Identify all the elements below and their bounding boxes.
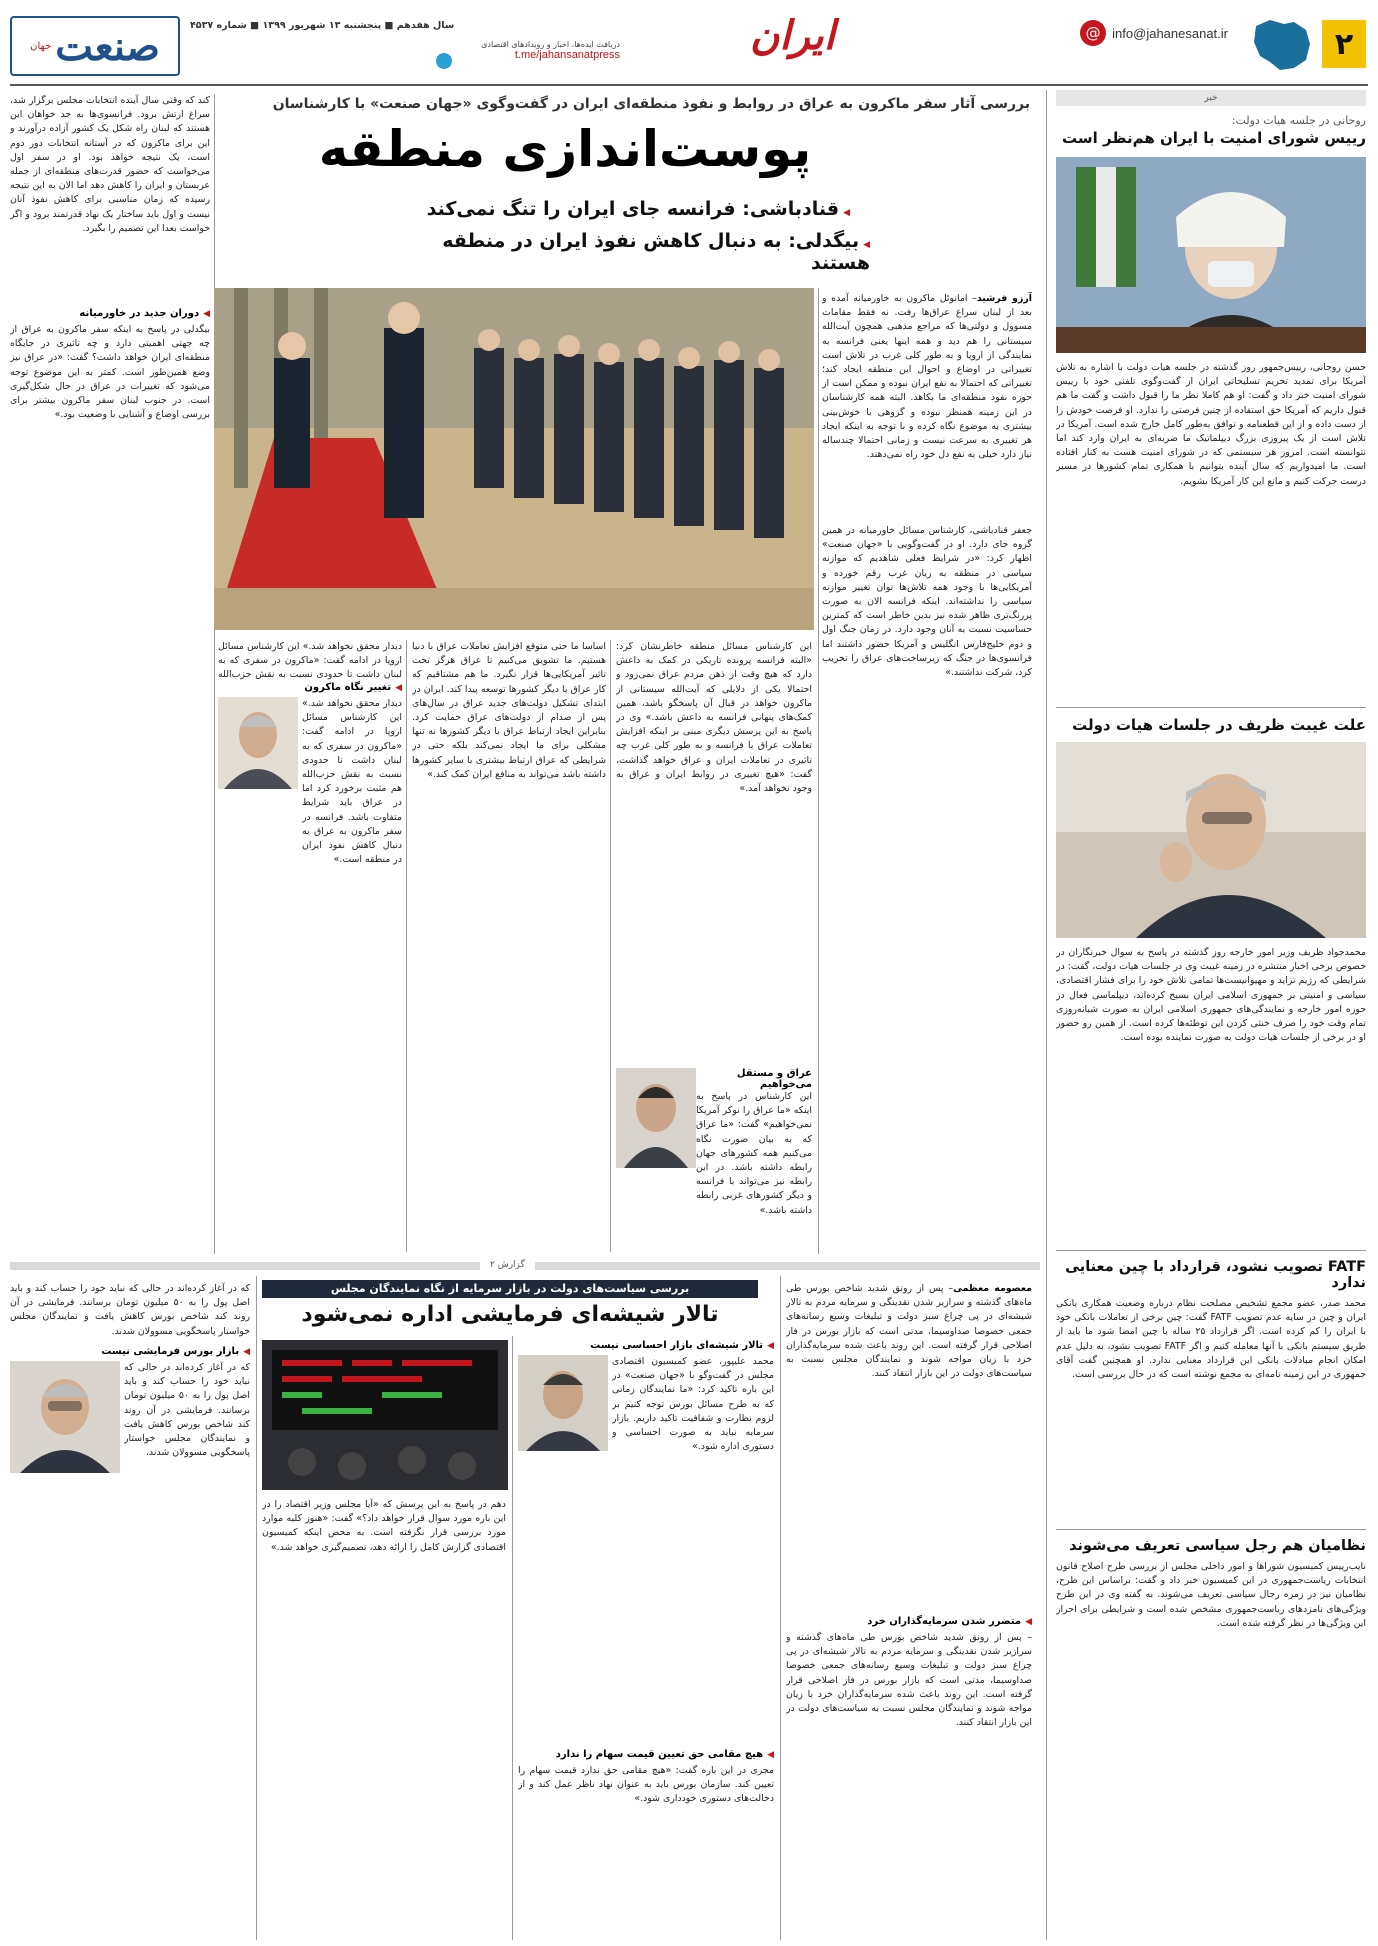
- main-headline[interactable]: پوست‌اندازی منطقه: [318, 120, 812, 178]
- telegram-icon: [436, 53, 452, 69]
- story1-body: حسن روحانی، رییس‌جمهور روز گذشته در جلسه هیات دولت با اشاره به تلاش آمریکا برای تمدید تحریم تسلیحاتی ایران از گفت‌وگوی تلفنی خود با رییس شورای امنیت خبر داد و گفت: او هم کاملا نظر ما را قبول داشت و گفت ما هم قبول داریم که آمریکا حق استفاده از چنین فرصتی را ندارد. او فرصت خودش را از دست داده و از این قطعنامه و توافق به‌طور کامل خارج شده است. آمریکا در تلاش است از یک پیروزی بزرگ دیپلماتیک ما ضربه‌ای به ایران وارد کند اما نتوانسته است. امروز هر سیستمی که در شورای امنیت هست به کنار افتاده است. ما امیدواریم که سال آینده بتوانیم با همکاری تمام کشورها در مسیر درست حرکت کنیم و مانع این کار آمریکا بشویم.: [1056, 362, 1366, 487]
- heech-sub: ◀هیچ مقامی حق تعیین قیمت سهام را ندارد: [555, 1749, 774, 1760]
- report-label: گزارش ۲: [480, 1260, 535, 1270]
- story2-headline[interactable]: علت غیبت ظریف در جلسات هیات دولت: [1072, 716, 1366, 734]
- col1b-body: جعفر قنادباشی، کارشناس مسائل خاورمیانه در همین گروه جای دارد. او در گفت‌وگویی با «جهان صنعت» اظهار کرد: «در شرایط فعلی شاهدیم که موازنه سیاسی در منطقه به زیان غرب رقم خورده و آمریکایی‌ها با وجود همه تلاش‌ها توان تغییر موازنه سیاسی را نداشته‌اند. اینکه فرانسه الان به صورت پررنگ‌تری ظاهر شده نیز بدین خاطر است که کمترین حساسیت نسبت به آنان وجود دارد. در زمان جنگ اول و دوم خلیج‌فارس انگلیس و آمریکا حضور داشتند اما فرانسوی‌ها در جنگ که زیرساخت‌های عراق را تخریب کرد، شرکت نداشتند.»: [822, 525, 1032, 679]
- iran-map-icon: [1250, 16, 1314, 74]
- macron-photo: [214, 288, 814, 630]
- main-col5: [10, 94, 210, 1254]
- stock-exchange-photo: [262, 1340, 508, 1490]
- bigdeli-photo: [616, 1068, 696, 1168]
- main-col3: [412, 640, 606, 1252]
- heech-body: مجری در این باره گفت: «هیچ مقامی حق ندارد قیمت سهام را تعیین کند. سازمان بورس باید به عنوان نهاد ناظر عمل کند و از دخالت‌های دستوری خودداری شود.»: [518, 1765, 774, 1805]
- col4-sub: ◀بازار بورس فرمایشی نیست: [101, 1346, 250, 1357]
- col4-body: دیدار محقق نخواهد شد.» این کارشناس مسائل اروپا در ادامه گفت: «ماکرون در سفری که به لبنان داشت تا حدودی نسبت به نقش حزب‌الله: [218, 641, 402, 680]
- sidebar: [1056, 90, 1366, 1940]
- bottom-col4: که در آغاز کرده‌اند در حالی که نباید خود را حساب کند و باید اصل پول را به ۵۰ میلیون تومان برسانند. فرمایشی در آن روند کند شاخص بورس کاهش یافت و نمایندگان مجلس خواستار پاسخگویی مسوولان شدند. ◀بازار بورس فرمایشی نیست که در آغاز کرده‌اند در حالی که نباید خود را حساب کند و باید اصل پول را به ۵۰ میلیون تومان برسانند. فرمایشی در آن روند کند شاخص بورس کاهش یافت و نمایندگان مجلس خواستار پاسخگویی مسوولان شدند.: [10, 1282, 250, 1932]
- page-number: ۲: [1334, 26, 1354, 62]
- section-title: ایران: [750, 12, 835, 59]
- story3-body: محمد صدر، عضو مجمع تشخیص مصلحت نظام درباره وضعیت همکاری بانکی ایران و چین در سایه عدم تصویب FATF گفت: چین برخی از تعاملات بانکی خود با ایران را کم کرده است. اگر قرارداد ۲۵ ساله با چین امضا شود ما باید از طریق سیستم بانکی با آنها معامله کنیم و اگر FATF تصویب نشود، به دلیل عدم امکان انجام مبادلات بانکی این قرارداد معنایی ندارد. او همچنین گفت آقای جمهوری در این زمینه نامه‌ای به مجمع نوشته است که در حال بررسی است.: [1056, 1298, 1366, 1381]
- story1-kicker: روحانی در جلسه هیات دولت:: [1231, 114, 1366, 127]
- col1-sub: ◀متضرر شدن سرمایه‌گذاران خرد: [867, 1616, 1032, 1627]
- bottom-kicker: بررسی سیاست‌های دولت در بازار سرمایه از نگاه نمایندگان مجلس: [330, 1282, 690, 1295]
- main-sub2: [380, 230, 870, 274]
- masthead: [0, 0, 1378, 90]
- bullet-icon: ◀: [863, 240, 870, 250]
- main-col1: [822, 292, 1032, 1252]
- main-sub1: [420, 198, 850, 220]
- bottom-col2: ◀تالار شیشه‌ای بازار احساسی نیست محمد علیپور، عضو کمیسیون اقتصادی مجلس در گفت‌وگو با «جهان صنعت» در این باره تاکید کرد: «ما نمایندگان زمانی که به طرح مسائل بورس توجه کنیم بر لزوم نظارت و شفافیت تاکید داریم. بازار سرمایه نباید به صورت احساسی و دستوری اداره شود.» ◀هیچ مقامی حق تعیین قیمت سهام را ندارد مجری در این باره گفت: «هیچ مقامی حق ندارد قیمت سهام را تعیین کند. سازمان بورس باید به عنوان نهاد ناظر عمل کند و از دخالت‌های دستوری خودداری شود.»: [518, 1340, 774, 1930]
- mp-photo: [10, 1361, 120, 1473]
- main-col2: [616, 640, 812, 1252]
- telegram-link[interactable]: t.me/jahansanatpress: [514, 49, 620, 61]
- story3-headline[interactable]: FATF تصویب نشود، قرارداد با چین معنایی ندارد: [1065, 1259, 1366, 1291]
- zarif-photo: [1056, 742, 1366, 938]
- col4-body: که در آغاز کرده‌اند در حالی که نباید خود را حساب کند و باید اصل پول را به ۵۰ میلیون تومان برسانند. فرمایشی در آن روند کند شاخص بورس کاهش یافت و نمایندگان مجلس خواستار پاسخگویی مسوولان شدند.: [10, 1283, 250, 1337]
- col1-body: – امانوئل ماکرون به خاورمیانه آمده و بعد از لبنان سراغ عراق‌ها رفت. نه فقط مقامات مسوول و دولتی‌ها که مراجع مذهبی همچون آیت‌الله سیستانی را هم دید و همه اینها یعنی فرانسه به نمایندگی از اروپا و به طور کلی غرب در تلاش است تغییراتی در اوضاع و احوال این منطقه ایجاد کند؛ تغییراتی که احتمالا به نفع ایران نبوده و ممکن است از حوزه نفوذ منطقه‌ای ما بکاهد. البته همه کارشناسان در این زمینه همنظر نبوده و گروهی با خوش‌بینی بیشتری به موضوع نگاه کرده و با توجه به اینکه ایجاد هر تغییری به سرعت نیست و زمانی احتمالا چندساله نیاز دارد خیلی به نفع دل خود راه نمی‌دهند.: [822, 293, 1032, 461]
- alipour-photo: [518, 1355, 608, 1451]
- tagyir-title: ◀تغییر نگاه ماکرون: [304, 682, 402, 693]
- col3-body: اساسا ما حتی متوقع افزایش تعاملات عراق با دنیا هستیم. ما تشویق می‌کنیم تا عراق هرگز تحت تاثیر آمریکایی‌ها قرار نگیرد. ما هم مشتاقیم که کار عراق با دیگر کشورها توسعه پیدا کند. ایران در ابتدای تشکیل دولت‌های جدید عراق در سال‌های پس از صدام از دولت‌های عراق حمایت کرد. بنابراین ایجاد ارتباط عراق با دیگر کشورها نه تنها مشکلی برای ما ایجاد نمی‌کند بلکه حتی در شرایطی که عراق ارتباط بیشتری با سایر کشورها داشته باشد می‌تواند به منافع ایران کمک کند.»: [412, 641, 606, 780]
- telegram-line: دریافت ایده‌ها، اخبار و رویدادهای اقتصادی: [481, 40, 620, 49]
- email-block[interactable]: [1080, 20, 1228, 46]
- logo-small: جهان: [30, 40, 52, 52]
- bottom-col1: معصومه معظمی– پس از رونق شدید شاخص بورس طی ماه‌های گذشته و سرازیر شدن نقدینگی و سرمایه مردم به تالار شیشه‌ای در پی چراغ سبز دولت و تبلیغات وسیع رسانه‌های جمعی خصوصا صداوسیما، مدتی است که بازار بورس در فاز اصلاحی قرار گرفته است. این روند باعث شده سرمایه‌گذاران خرد با زیان مواجه شوند و نمایندگان مجلس نسبت به سیاست‌های دولت در این بازار انتقاد کنند. ◀متضرر شدن سرمایه‌گذاران خرد – پس از رونق شدید شاخص بورس طی ماه‌های گذشته و سرازیر شدن نقدینگی و سرمایه مردم به تالار شیشه‌ای در پی چراغ سبز دولت و تبلیغات وسیع رسانه‌های جمعی خصوصا صداوسیما، مدتی است که بازار بورس در فاز اصلاحی قرار گرفته است. این روند باعث شده سرمایه‌گذاران خرد با زیان مواجه شوند و نمایندگان مجلس نسبت به سیاست‌های دولت در این بازار انتقاد کنند.: [786, 1283, 1032, 1729]
- aragh-body: این کارشناس در پاسخ به اینکه «ما عراق را نوکر آمریکا نمی‌خواهیم» گفت: «ما عراق که به بیان صورت نگاه می‌کنیم همه کشورهای جهان رابطه داشته باشد. در این رابطه نیز می‌تواند با فرانسه و دیگر کشورهای غربی رابطه داشته باشد.»: [696, 1091, 812, 1216]
- bottom-headline[interactable]: تالار شیشه‌ای فرمایشی اداره نمی‌شود: [301, 1302, 719, 1327]
- story1-headline[interactable]: رییس شورای امنیت با ایران هم‌نظر است: [1062, 129, 1366, 147]
- logo: [10, 16, 180, 76]
- main-author: آرزو فرشید: [976, 293, 1032, 304]
- story4-headline[interactable]: نظامیان هم رجل سیاسی تعریف می‌شوند: [1069, 1538, 1366, 1554]
- logo-wordmark: صنعت: [55, 22, 160, 70]
- ghanadbashi-photo: [218, 697, 298, 789]
- sidebar-label: خبر: [1056, 90, 1366, 106]
- sub1-text: قنادباشی: فرانسه جای ایران را تنگ نمی‌کند: [426, 198, 840, 220]
- mail-icon: @: [1080, 20, 1106, 46]
- page-number-box: [1322, 20, 1366, 68]
- story4-body: نایب‌رییس کمیسیون شوراها و امور داخلی مجلس از بررسی طرح اصلاح قانون انتخابات ریاست‌جمهوری در این کمیسیون خبر داد و گفت: براساس این طرح، نظامیان نیز در زمره رجال سیاسی تعریف می‌شوند. به گفته وی در این طرح ویژگی‌های نامزدهای ریاست‌جمهوری مشخص شده است و شرایطی برای احراز این ویژگی‌ها در نظر گرفته شده است.: [1056, 1561, 1366, 1629]
- bottom-col3: دهم در پاسخ به این پرسش که «آیا مجلس وزیر اقتصاد را در این باره مورد سوال قرار خواهد داد؟» گفت: «هنوز کلیه موارد مورد بررسی قرار نگرفته است. به محض اینکه کمیسیون اقتصادی گزارش کامل را ارائه دهد، تصمیم‌گیری خواهد شد.»: [262, 1499, 506, 1553]
- col2-body: این کارشناس مسائل منطقه خاطرنشان کرد: «البته فرانسه پرونده تاریکی در کمک به داعش دارد که هیچ وقت از ذهن مردم عراق نمی‌رود و احتمالا یکی از دلایلی که آیت‌الله سیستانی از ماکرون خواهد در قبال آن پاسخگو باشد، همین کمک‌های پنهانی فرانسه به داعش باشد.» وی در پاسخ به این پرسش دیگری مبنی بر اینکه افزایش تعاملات عراق با فرانسه و به طور کلی غرب چه تاثیری در تعاملات ایران و عراق خواهد گذاشت، گفت: «هیچ تغییری در روابط ایران و عراق به وجود نخواهد آمد.»: [616, 641, 812, 795]
- story2-body: محمدجواد ظریف وزیر امور خارجه روز گذشته در پاسخ به سوال خبرنگاران در خصوص برخی اخبار منتشره در زمینه غیبت وی در جلسات هیات دولت، گفت: در شرایطی که رژیم تزاید و مهیوانیست‌ها تمامی تلاش خود را برای فشار اقتصادی، سیاسی و امنیتی بر جمهوری اسلامی ایران بسیج کرده‌اند، دیپلماسی فعال در حوزه امور خارجه و نمایندگی‌های جمهوری اسلامی ایران به صورت شبانه‌روزی تمام وقت خود را صرف خنثی کردن این توطئه‌ها کرده است. از همین رو حضور او در برخی از جلسات هیات دولت به صورت نماینده بوده است.: [1056, 947, 1366, 1044]
- telegram-block[interactable]: [430, 40, 620, 61]
- col2-sub: ◀تالار شیشه‌ای بازار احساسی نیست: [590, 1340, 774, 1351]
- issue-info: سال هفدهم ■ پنجشنبه ۱۳ شهریور ۱۳۹۹ ■ شماره ۴۵۳۷: [190, 20, 455, 31]
- main-kicker: بررسی آثار سفر ماکرون به عراق در روابط و نفوذ منطقه‌ای ایران در گفت‌وگوی «جهان صنعت» با کارشناسان: [272, 96, 1030, 112]
- aragh-title: عراق و مستقل می‌خواهیم: [736, 1068, 812, 1090]
- dowran-title: ◀دوران جدید در خاورمیانه: [79, 308, 210, 319]
- bullet-icon: ◀: [843, 208, 850, 218]
- col5-body: کند که وقتی سال آینده انتخابات مجلس برگزار شد، سراغ ارتش برود. فرانسوی‌ها به جد خواهان این هستند که لبنان راه شکل یک کشور آزاده درآورند و این برای ماکرون که در آستانه انتخابات دور دوم است، یک نتیجه خواهد بود. او در سفر اول می‌خواست که حضور قدرت‌های منطقه‌ای از جمله عربستان و ایران را کاهش دهد اما الان به این نتیجه رسیده که زمان مناسبی برای کاهش نفوذ آنان نیست و اول باید ساختار یک نهاد قدرتمند برود و اگر خواست بعدا این تصمیم را بگیرد.: [10, 95, 210, 234]
- email-text[interactable]: info@jahanesanat.ir: [1112, 25, 1228, 41]
- rouhani-photo: [1056, 157, 1366, 353]
- main-col4: دیدار محقق نخواهد شد.» این کارشناس مسائل اروپا در ادامه گفت: «ماکرون در سفری که به لبنان داشت تا حدودی نسبت به نقش حزب‌الله ◀تغییر نگاه ماکرون دیدار محقق نخواهد شد.» این کارشناس مسائل اروپا در ادامه گفت: «ماکرون در سفری که به لبنان داشت تا حدودی نسبت به نقش حزب‌الله هم مثبت برخورد کرد اما در عراق باید شرایط متفاوت باشد. فرانسه در سفر ماکرون به عراق به دنبال کاهش نفوذ ایران در منطقه است.»: [218, 641, 402, 866]
- sub2-text: بیگدلی: به دنبال کاهش نفوذ ایران در منطقه هستند: [442, 230, 870, 274]
- bottom-kicker-bar: [262, 1280, 758, 1298]
- col5b-body: بیگدلی در پاسخ به اینکه سفر ماکرون به عراق از چه جهتی اهمیتی دارد و چه تاثیری در جایگاه منطقه‌ای ایران خواهد داشت؟ گفت: «در عراق نیز وضع همین‌طور است. کمتر به این موضوع توجه می‌شود که تغییرات در عراق در حال شکل‌گیری است. در جنوب لبنان سفر ماکرون بیشتر برای بررسی اوضاع و آشنایی با وضعیت بود.»: [10, 324, 210, 421]
